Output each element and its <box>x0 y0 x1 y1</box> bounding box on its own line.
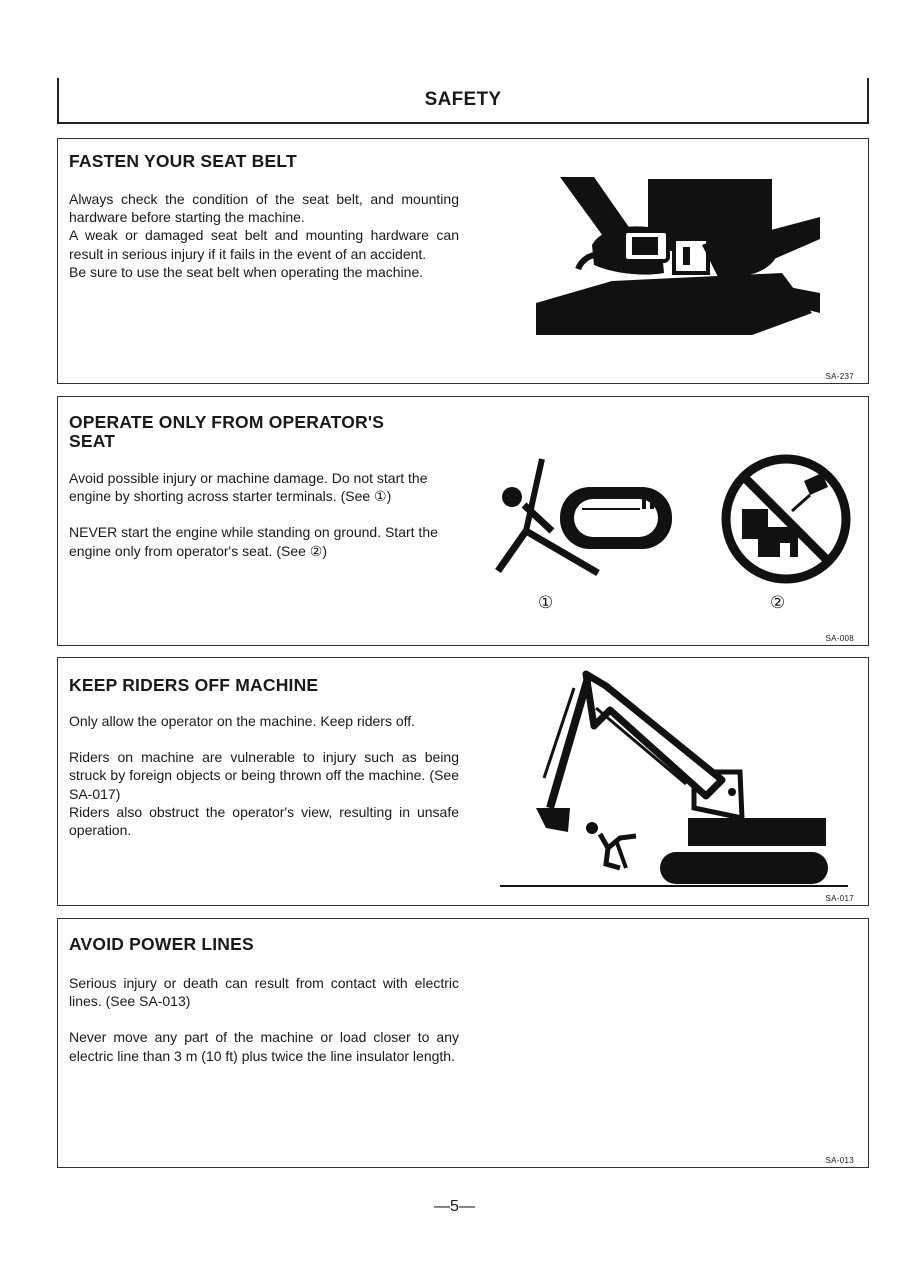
figure-label: ② <box>770 593 786 612</box>
section-body <box>69 469 459 560</box>
paragraph: NEVER start the engine while standing on ground. Start the engine only from operator's seat. (See ②) <box>69 524 438 559</box>
paragraph: Avoid possible injury or machine damage. Do not start the engine by shorting across starter terminals. (See ①) <box>69 470 428 505</box>
section-keep-riders-off <box>57 657 869 906</box>
seat-belt-illustration <box>532 173 822 343</box>
section-body <box>69 190 459 281</box>
paragraph: Serious injury or death can result from contact with electric lines. (See SA-013) <box>69 975 459 1010</box>
section-body <box>69 712 459 839</box>
section-title: AVOID POWER LINES <box>69 934 254 954</box>
section-title-line: SEAT <box>69 431 116 451</box>
page-number: —5— <box>434 1198 475 1215</box>
paragraph: Riders also obstruct the operator's view, resulting in unsafe operation. <box>69 803 459 839</box>
paragraph: A weak or damaged seat belt and mounting hardware can result in serious injury if it fails in the event of an accident. <box>69 227 459 262</box>
section-title: KEEP RIDERS OFF MACHINE <box>69 675 319 695</box>
section-avoid-power-lines <box>57 918 869 1168</box>
starter-shorting-illustration <box>490 453 690 583</box>
reference-code: SA-013 <box>825 1156 854 1165</box>
reference-code: SA-237 <box>825 372 854 381</box>
section-title <box>69 413 384 451</box>
reference-code: SA-017 <box>825 894 854 903</box>
excavator-rider-illustration <box>496 668 852 890</box>
figure-label: ① <box>538 593 554 612</box>
section-operate-from-seat <box>57 396 869 646</box>
paragraph: Riders on machine are vulnerable to injury such as being struck by foreign objects or being thrown off the machine. (See SA-017) <box>69 749 459 802</box>
page-title: SAFETY <box>424 89 502 110</box>
reference-code: SA-008 <box>825 634 854 643</box>
paragraph: Be sure to use the seat belt when operating the machine. <box>69 263 424 280</box>
no-ground-start-icon <box>718 451 854 587</box>
page-header <box>57 78 869 124</box>
paragraph: Always check the condition of the seat belt, and mounting hardware before starting the machine. <box>69 191 459 226</box>
section-seat-belt <box>57 138 869 384</box>
paragraph: Never move any part of the machine or load closer to any electric line than 3 m (10 ft) plus twice the line insulator length. <box>69 1029 459 1064</box>
section-title-line: OPERATE ONLY FROM OPERATOR'S <box>69 412 385 432</box>
section-body <box>69 974 459 1065</box>
paragraph: Only allow the operator on the machine. Keep riders off. <box>69 713 416 729</box>
section-title: FASTEN YOUR SEAT BELT <box>69 151 297 171</box>
